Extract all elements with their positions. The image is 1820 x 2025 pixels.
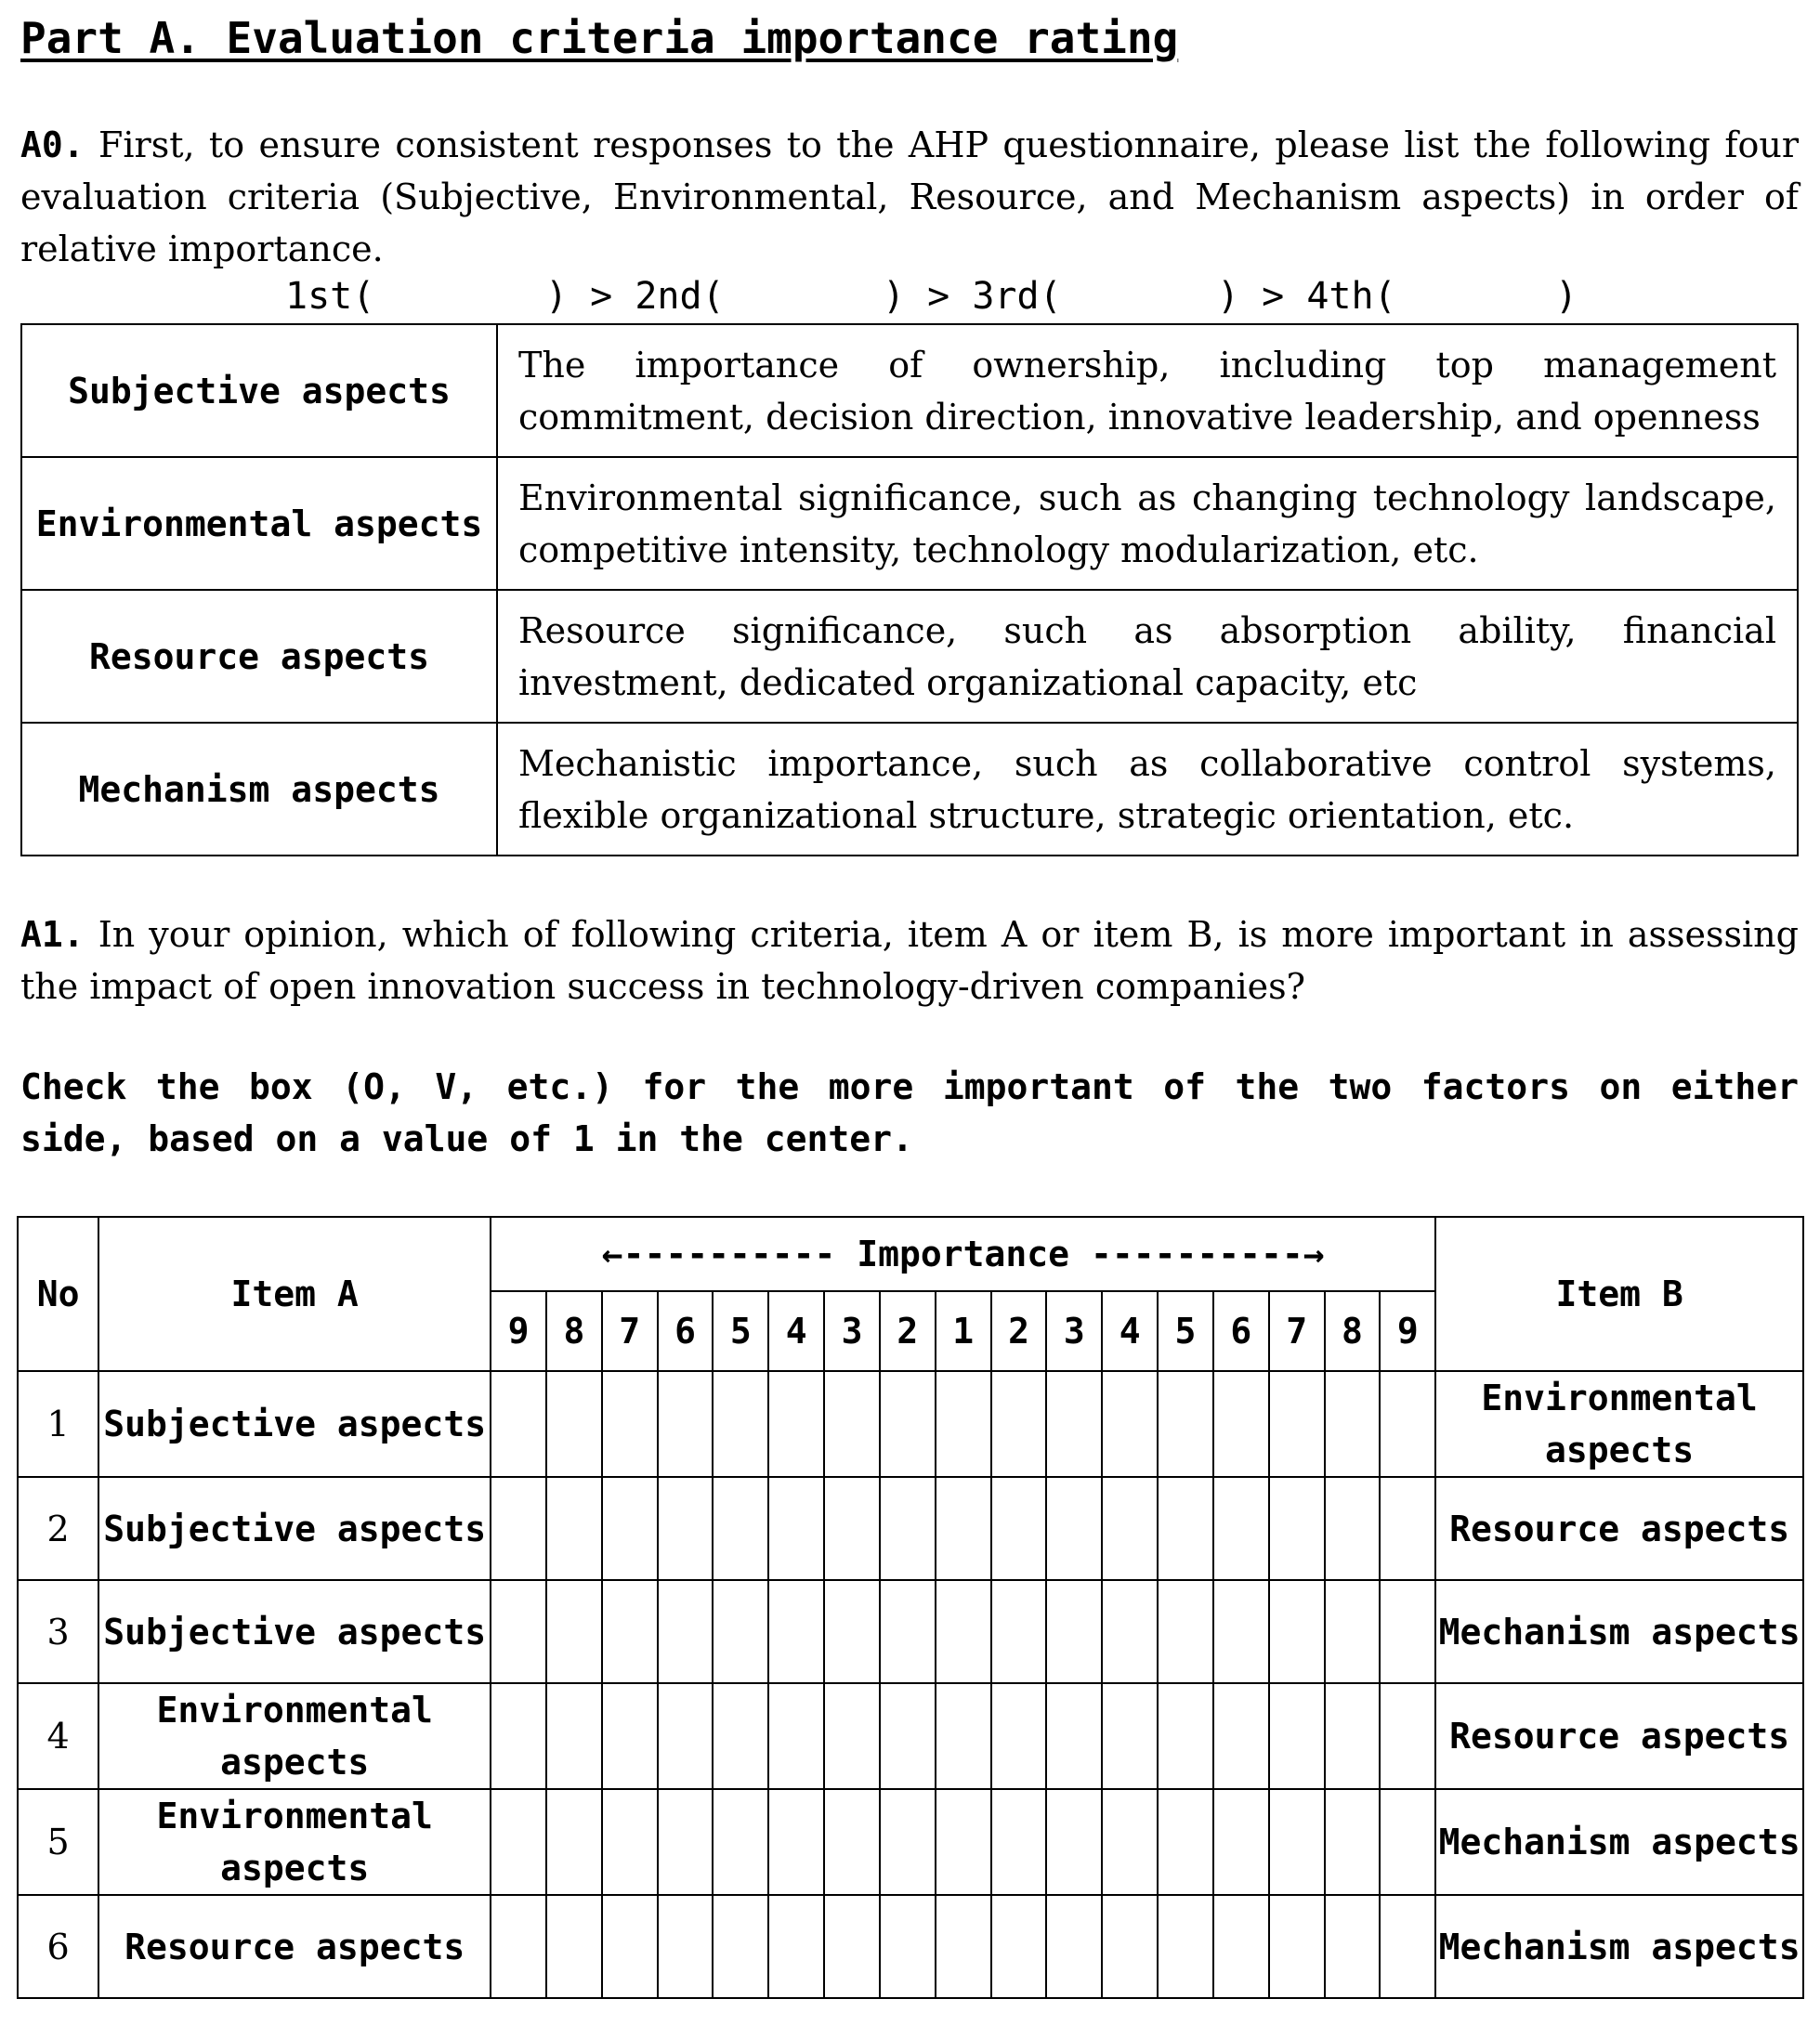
rating-checkbox-cell[interactable] (1325, 1895, 1381, 1998)
rating-checkbox-cell[interactable] (602, 1895, 658, 1998)
rating-checkbox-cell[interactable] (768, 1371, 824, 1477)
rating-checkbox-cell[interactable] (768, 1789, 824, 1895)
scale-value-header: 7 (1269, 1291, 1325, 1371)
rating-checkbox-cell[interactable] (491, 1895, 546, 1998)
rating-checkbox-cell[interactable] (1213, 1580, 1269, 1683)
item-a-label: Environmental aspects (98, 1789, 491, 1895)
rating-checkbox-cell[interactable] (824, 1683, 880, 1789)
comparison-row (18, 1895, 1803, 1998)
col-item-b-header: Item B (1435, 1217, 1803, 1371)
comparison-row (18, 1789, 1803, 1895)
row-number: 6 (18, 1895, 98, 1998)
rating-checkbox-cell[interactable] (880, 1895, 936, 1998)
scale-value-header: 2 (880, 1291, 936, 1371)
scale-value-header: 6 (1213, 1291, 1269, 1371)
rating-checkbox-cell[interactable] (1269, 1580, 1325, 1683)
a0-label: A0. (20, 124, 85, 165)
scale-value-header: 5 (1158, 1291, 1213, 1371)
rating-checkbox-cell[interactable] (768, 1580, 824, 1683)
rating-checkbox-cell[interactable] (936, 1683, 991, 1789)
a0-question (20, 119, 1799, 275)
rating-checkbox-cell[interactable] (1380, 1580, 1435, 1683)
rating-checkbox-cell[interactable] (1269, 1895, 1325, 1998)
scale-value-header: 5 (713, 1291, 768, 1371)
importance-header: ←---------- Importance ----------→ (491, 1217, 1435, 1291)
rating-checkbox-cell[interactable] (1213, 1371, 1269, 1477)
a1-label: A1. (20, 914, 85, 955)
item-a-label: Subjective aspects (98, 1580, 491, 1683)
comparison-row (18, 1683, 1803, 1789)
rating-checkbox-cell[interactable] (1325, 1371, 1381, 1477)
rating-checkbox-cell[interactable] (658, 1580, 714, 1683)
rating-checkbox-cell[interactable] (546, 1895, 602, 1998)
scale-value-header: 1 (936, 1291, 991, 1371)
col-item-a-header: Item A (98, 1217, 491, 1371)
rating-checkbox-cell[interactable] (991, 1789, 1047, 1895)
rating-checkbox-cell[interactable] (602, 1580, 658, 1683)
row-number: 5 (18, 1789, 98, 1895)
item-b-label: Mechanism aspects (1435, 1895, 1803, 1998)
rating-checkbox-cell[interactable] (936, 1371, 991, 1477)
rating-checkbox-cell[interactable] (1158, 1789, 1213, 1895)
criteria-desc: The importance of ownership, including top management commitment, decision direction, innovative leadership, and openness (497, 324, 1798, 457)
rating-checkbox-cell[interactable] (1269, 1371, 1325, 1477)
criteria-name: Resource aspects (21, 590, 497, 723)
item-b-label: Mechanism aspects (1435, 1580, 1803, 1683)
criteria-row (21, 723, 1798, 856)
rating-checkbox-cell[interactable] (602, 1683, 658, 1789)
rating-checkbox-cell[interactable] (1102, 1580, 1158, 1683)
rating-checkbox-cell[interactable] (1213, 1789, 1269, 1895)
rating-checkbox-cell[interactable] (546, 1371, 602, 1477)
rating-checkbox-cell[interactable] (824, 1895, 880, 1998)
rating-checkbox-cell[interactable] (658, 1371, 714, 1477)
rating-checkbox-cell[interactable] (1046, 1789, 1102, 1895)
rating-checkbox-cell[interactable] (1380, 1683, 1435, 1789)
scale-value-header: 6 (658, 1291, 714, 1371)
rating-checkbox-cell[interactable] (491, 1580, 546, 1683)
rating-checkbox-cell[interactable] (1158, 1580, 1213, 1683)
rating-checkbox-cell[interactable] (991, 1371, 1047, 1477)
rating-checkbox-cell[interactable] (936, 1895, 991, 1998)
rating-checkbox-cell[interactable] (1046, 1580, 1102, 1683)
rating-checkbox-cell[interactable] (1046, 1895, 1102, 1998)
rating-checkbox-cell[interactable] (768, 1683, 824, 1789)
pairwise-comparison-table (17, 1216, 1804, 1999)
criteria-row (21, 324, 1798, 457)
rating-checkbox-cell[interactable] (824, 1580, 880, 1683)
criteria-row (21, 590, 1798, 723)
rating-checkbox-cell[interactable] (936, 1580, 991, 1683)
comparison-row (18, 1580, 1803, 1683)
rating-checkbox-cell[interactable] (880, 1789, 936, 1895)
criteria-name: Environmental aspects (21, 457, 497, 590)
rating-checkbox-cell[interactable] (824, 1371, 880, 1477)
rating-checkbox-cell[interactable] (880, 1371, 936, 1477)
rating-checkbox-cell[interactable] (1102, 1371, 1158, 1477)
rating-checkbox-cell[interactable] (991, 1477, 1047, 1580)
criteria-name: Mechanism aspects (21, 723, 497, 856)
rating-checkbox-cell[interactable] (936, 1477, 991, 1580)
rating-checkbox-cell[interactable] (1046, 1683, 1102, 1789)
rating-checkbox-cell[interactable] (713, 1371, 768, 1477)
rating-checkbox-cell[interactable] (1102, 1789, 1158, 1895)
item-a-label: Subjective aspects (98, 1371, 491, 1477)
row-number: 3 (18, 1580, 98, 1683)
criteria-desc: Mechanistic importance, such as collaborative control systems, flexible organizational structure, strategic orientation, etc. (497, 723, 1798, 856)
rating-checkbox-cell[interactable] (880, 1477, 936, 1580)
scale-value-header: 9 (491, 1291, 546, 1371)
rating-checkbox-cell[interactable] (1158, 1895, 1213, 1998)
rating-checkbox-cell[interactable] (1325, 1683, 1381, 1789)
criteria-table (20, 323, 1799, 856)
rating-checkbox-cell[interactable] (713, 1895, 768, 1998)
scale-value-header: 4 (1102, 1291, 1158, 1371)
item-a-label: Resource aspects (98, 1895, 491, 1998)
rating-checkbox-cell[interactable] (768, 1895, 824, 1998)
rank-end-paren: ) (1555, 275, 1578, 318)
rating-checkbox-cell[interactable] (824, 1477, 880, 1580)
item-a-label: Environmental aspects (98, 1683, 491, 1789)
rating-checkbox-cell[interactable] (658, 1895, 714, 1998)
comparison-row (18, 1477, 1803, 1580)
scale-value-header: 8 (546, 1291, 602, 1371)
row-number: 4 (18, 1683, 98, 1789)
row-number: 1 (18, 1371, 98, 1477)
rating-checkbox-cell[interactable] (713, 1580, 768, 1683)
rating-checkbox-cell[interactable] (1213, 1477, 1269, 1580)
rank-3rd-label: ) > 3rd( (883, 275, 1062, 318)
rating-checkbox-cell[interactable] (1102, 1683, 1158, 1789)
rating-checkbox-cell[interactable] (991, 1895, 1047, 1998)
rank-4th-label: ) > 4th( (1217, 275, 1396, 318)
rating-checkbox-cell[interactable] (880, 1683, 936, 1789)
rating-checkbox-cell[interactable] (1213, 1895, 1269, 1998)
rank-2nd-label: ) > 2nd( (545, 275, 725, 318)
scale-value-header: 2 (991, 1291, 1047, 1371)
criteria-name: Subjective aspects (21, 324, 497, 457)
item-b-label: Resource aspects (1435, 1477, 1803, 1580)
rating-checkbox-cell[interactable] (602, 1477, 658, 1580)
rating-checkbox-cell[interactable] (1158, 1683, 1213, 1789)
rating-checkbox-cell[interactable] (1325, 1477, 1381, 1580)
rating-checkbox-cell[interactable] (1380, 1895, 1435, 1998)
rating-checkbox-cell[interactable] (768, 1477, 824, 1580)
rating-checkbox-cell[interactable] (1325, 1789, 1381, 1895)
rating-checkbox-cell[interactable] (1046, 1371, 1102, 1477)
scale-value-header: 4 (768, 1291, 824, 1371)
rating-checkbox-cell[interactable] (546, 1683, 602, 1789)
rating-checkbox-cell[interactable] (658, 1477, 714, 1580)
rating-checkbox-cell[interactable] (546, 1580, 602, 1683)
rating-checkbox-cell[interactable] (1046, 1477, 1102, 1580)
rating-checkbox-cell[interactable] (991, 1580, 1047, 1683)
item-a-label: Subjective aspects (98, 1477, 491, 1580)
rating-checkbox-cell[interactable] (880, 1580, 936, 1683)
item-b-label: Environmental aspects (1435, 1371, 1803, 1477)
row-number: 2 (18, 1477, 98, 1580)
rating-checkbox-cell[interactable] (491, 1371, 546, 1477)
rating-checkbox-cell[interactable] (602, 1371, 658, 1477)
rating-checkbox-cell[interactable] (658, 1683, 714, 1789)
scale-value-header: 3 (824, 1291, 880, 1371)
rating-checkbox-cell[interactable] (1213, 1683, 1269, 1789)
rating-checkbox-cell[interactable] (602, 1789, 658, 1895)
criteria-desc: Environmental significance, such as changing technology landscape, competitive intensity, technology modularization, etc. (497, 457, 1798, 590)
rating-checkbox-cell[interactable] (1269, 1789, 1325, 1895)
ranking-line (20, 275, 1799, 321)
rating-checkbox-cell[interactable] (1380, 1371, 1435, 1477)
scale-value-header: 8 (1325, 1291, 1381, 1371)
scale-value-header: 9 (1380, 1291, 1435, 1371)
rating-checkbox-cell[interactable] (713, 1683, 768, 1789)
rating-checkbox-cell[interactable] (658, 1789, 714, 1895)
rating-checkbox-cell[interactable] (546, 1789, 602, 1895)
criteria-row (21, 457, 1798, 590)
rating-checkbox-cell[interactable] (1269, 1683, 1325, 1789)
item-b-label: Resource aspects (1435, 1683, 1803, 1789)
rating-checkbox-cell[interactable] (713, 1477, 768, 1580)
rating-checkbox-cell[interactable] (1380, 1789, 1435, 1895)
rating-checkbox-cell[interactable] (491, 1477, 546, 1580)
instruction-text: Check the box (O, V, etc.) for the more important of the two factors on either side, based on a value of 1 in the center. (20, 1066, 1799, 1159)
rating-checkbox-cell[interactable] (1269, 1477, 1325, 1580)
a1-question (20, 908, 1799, 1012)
rating-checkbox-cell[interactable] (1325, 1580, 1381, 1683)
rating-checkbox-cell[interactable] (1380, 1477, 1435, 1580)
section-title: Part A. Evaluation criteria importance rating (20, 13, 1179, 63)
scale-value-header: 7 (602, 1291, 658, 1371)
scale-value-header: 3 (1046, 1291, 1102, 1371)
criteria-desc: Resource significance, such as absorption ability, financial investment, dedicated organizational capacity, etc (497, 590, 1798, 723)
rating-checkbox-cell[interactable] (824, 1789, 880, 1895)
rating-checkbox-cell[interactable] (1102, 1895, 1158, 1998)
rating-checkbox-cell[interactable] (991, 1683, 1047, 1789)
rating-checkbox-cell[interactable] (491, 1683, 546, 1789)
col-no-header: No (18, 1217, 98, 1371)
rating-checkbox-cell[interactable] (713, 1789, 768, 1895)
comparison-row (18, 1371, 1803, 1477)
rating-checkbox-cell[interactable] (546, 1477, 602, 1580)
item-b-label: Mechanism aspects (1435, 1789, 1803, 1895)
rating-checkbox-cell[interactable] (491, 1789, 546, 1895)
rating-checkbox-cell[interactable] (936, 1789, 991, 1895)
rating-checkbox-cell[interactable] (1158, 1477, 1213, 1580)
rank-1st-label: 1st( (285, 275, 375, 318)
a1-text: In your opinion, which of following criteria, item A or item B, is more important in assessing the impact of open innovation success in technology-driven companies? (20, 914, 1799, 1007)
rating-checkbox-cell[interactable] (1158, 1371, 1213, 1477)
a0-text: First, to ensure consistent responses to the AHP questionnaire, please list the following four evaluation criteria (Subjective, Environmental, Resource, and Mechanism aspects) in order of relative importance. (20, 124, 1799, 269)
rating-checkbox-cell[interactable] (1102, 1477, 1158, 1580)
